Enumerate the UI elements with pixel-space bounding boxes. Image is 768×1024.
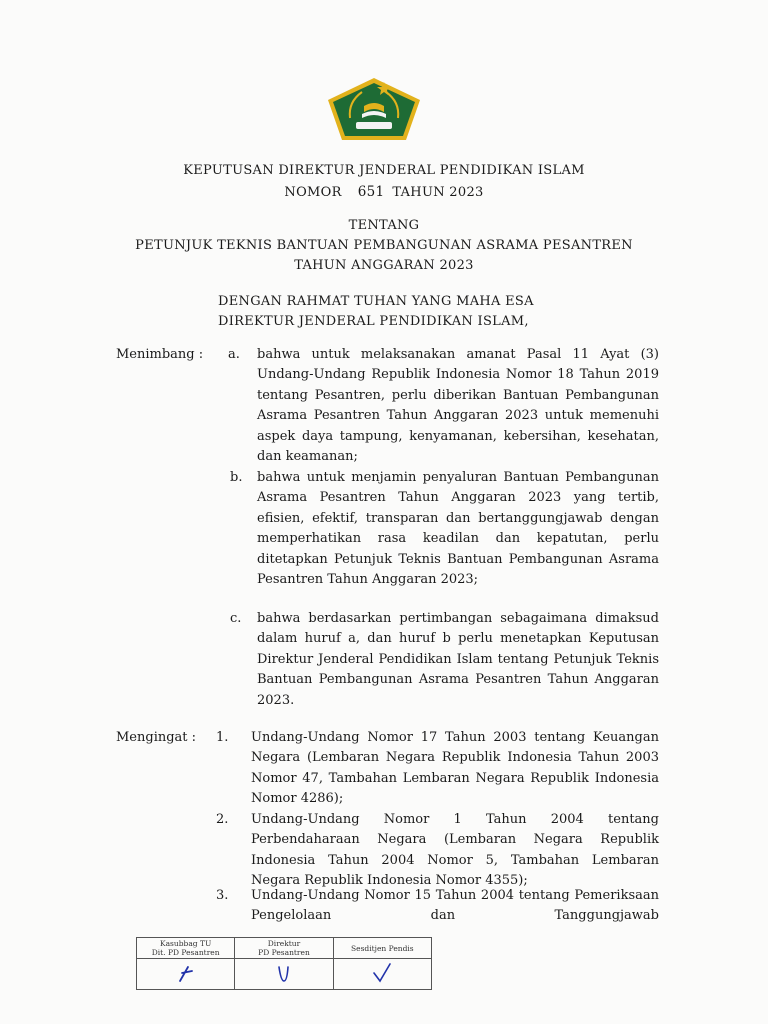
ministry-emblem-icon	[326, 76, 422, 142]
mengingat-marker-3: 3.	[216, 888, 229, 903]
menimbang-item-b: bahwa untuk menjamin penyaluran Bantuan Pembangunan Asrama Pesantren Tahun Anggaran 2023 yang tertib, efisien, efektif, transparan dan bertanggungjawab dengan memperhatikan rasa keadilan dan kepatutan, perlu ditetapkan Petunjuk Teknis Bantuan Pembangunan Asrama Pesantren Tahun Anggaran 2023;	[257, 470, 659, 588]
paraf-header-line1: Kasubbag TU	[159, 939, 212, 948]
handwritten-initial-icon	[168, 961, 204, 985]
paraf-header-direktur	[235, 938, 333, 959]
mengingat-label: Mengingat :	[116, 730, 197, 745]
paraf-cell-kasubbag	[137, 959, 235, 990]
handwritten-initial-icon	[266, 961, 302, 985]
menimbang-marker-c: c.	[230, 611, 242, 626]
menimbang-marker-a: a.	[228, 347, 240, 362]
mengingat-marker-1: 1.	[216, 730, 229, 745]
mengingat-item-3: Undang-Undang Nomor 15 Tahun 2004 tentang Pemeriksaan Pengelolaan dan Tanggungjawab	[251, 888, 659, 924]
opening-line1: DENGAN RAHMAT TUHAN YANG MAHA ESA	[218, 294, 534, 309]
decree-title: KEPUTUSAN DIREKTUR JENDERAL PENDIDIKAN ISLAM	[183, 163, 585, 178]
paraf-table	[136, 937, 432, 990]
nomor-label: NOMOR	[284, 185, 342, 200]
paraf-cell-direktur	[235, 959, 333, 990]
paraf-header-sesditjen	[333, 938, 431, 959]
paraf-header-line2: Dit. PD Pesantren	[151, 948, 220, 957]
decree-number-line	[0, 184, 768, 200]
menimbang-item-a: bahwa untuk melaksanakan amanat Pasal 11 Ayat (3) Undang-Undang Republik Indonesia Nomor 18 Tahun 2019 tentang Pesantren, perlu diberikan Bantuan Pembangunan Asrama Pesantren Tahun Anggaran 2023 untuk memenuhi aspek daya tampung, kenyamanan, kebersihan, kesehatan, dan keamanan;	[257, 347, 659, 465]
decree-subject-line2: TAHUN ANGGARAN 2023	[294, 258, 474, 273]
paraf-header-kasubbag	[137, 938, 235, 959]
menimbang-item-c: bahwa berdasarkan pertimbangan sebagaimana dimaksud dalam huruf a, dan huruf b perlu menetapkan Keputusan Direktur Jenderal Pendidikan Islam tentang Petunjuk Teknis Bantuan Pembangunan Asrama Pesantren Tahun Anggaran 2023.	[257, 611, 659, 708]
mengingat-marker-2: 2.	[216, 812, 229, 827]
opening-line2: DIREKTUR JENDERAL PENDIDIKAN ISLAM,	[218, 314, 529, 329]
paraf-cell-sesditjen	[333, 959, 431, 990]
handwritten-checkmark-icon	[364, 961, 400, 985]
paraf-header-line1: Sesditjen Pendis	[351, 943, 414, 953]
decree-subject-line1: PETUNJUK TEKNIS BANTUAN PEMBANGUNAN ASRAMA PESANTREN	[135, 238, 633, 253]
tentang-heading: TENTANG	[348, 218, 420, 233]
paraf-header-line2: PD Pesantren	[258, 948, 310, 957]
mengingat-item-2: Undang-Undang Nomor 1 Tahun 2004 tentang Perbendaharaan Negara (Lembaran Negara Republik Indonesia Tahun 2004 Nomor 5, Tambahan Lembaran Negara Republik Indonesia Nomor 4355);	[251, 812, 659, 889]
menimbang-label: Menimbang :	[116, 347, 204, 362]
paraf-header-line1: Direktur	[267, 939, 301, 948]
nomor-value: 651	[357, 184, 385, 200]
mengingat-item-1: Undang-Undang Nomor 17 Tahun 2003 tentang Keuangan Negara (Lembaran Negara Republik Indonesia Tahun 2003 Nomor 47, Tambahan Lembaran Negara Republik Indonesia Nomor 4286);	[251, 730, 659, 807]
tahun-label: TAHUN 2023	[392, 185, 484, 200]
menimbang-marker-b: b.	[230, 470, 243, 485]
